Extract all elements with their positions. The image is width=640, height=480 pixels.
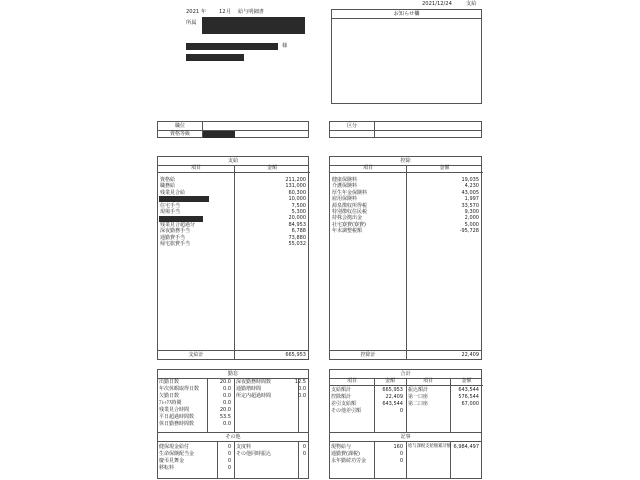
attendance-value: 0.0 xyxy=(298,386,306,392)
attendance-value: 0.0 xyxy=(223,400,231,406)
attendance-label: 出勤日数 xyxy=(159,379,180,385)
other-value: 0 xyxy=(302,444,306,450)
payment-label-redaction xyxy=(159,216,203,222)
deductions-title: 控除 xyxy=(330,157,481,166)
notes-label: 現物給与 xyxy=(331,444,352,450)
notes-label: 給与課税支給額累計額 xyxy=(408,444,451,449)
totals-label: 振込額計 xyxy=(408,387,429,393)
affiliation-redaction xyxy=(202,17,305,34)
other-value: 0 xyxy=(227,451,231,457)
attendance-title: 勤怠 xyxy=(158,370,308,379)
totals-label: 支給額計 xyxy=(331,387,352,393)
attendance-label: ﾌﾚｯｸｽ時間 xyxy=(159,400,182,406)
deductions-total-label: 控除計 xyxy=(360,352,376,358)
payment-amount: 55,032 xyxy=(288,241,306,247)
payment-amount: 5,300 xyxy=(291,209,306,215)
info-box xyxy=(157,121,309,138)
attendance-value: 53.5 xyxy=(219,414,231,420)
other-value: 0 xyxy=(227,465,231,471)
deduction-amount: 5,000 xyxy=(464,221,479,228)
position-label: 職位 xyxy=(174,123,185,129)
header-month-unit: 月 xyxy=(226,9,232,15)
header-month: 12 xyxy=(219,9,226,15)
totals-title: 合計 xyxy=(330,370,481,379)
deduction-amount: -95,728 xyxy=(459,228,479,235)
payment-amount: 60,300 xyxy=(288,189,306,196)
payments-col-item: 項目 xyxy=(158,165,234,173)
deduction-label: 介護保険料 xyxy=(332,183,358,190)
top-pay-type: 支給 xyxy=(466,1,477,7)
payment-amount: 10,000 xyxy=(288,196,306,203)
notes-value: 0 xyxy=(399,458,403,464)
payment-label: 残業見合給 xyxy=(160,189,186,196)
name-redaction-1 xyxy=(186,43,278,50)
totals-value: 67,000 xyxy=(461,401,479,407)
notes-value: 160 xyxy=(393,444,403,450)
notice-box xyxy=(331,9,482,104)
payment-amount: 20,000 xyxy=(288,215,306,222)
other-label: 支度料 xyxy=(236,444,252,450)
deductions-total-value: 22,409 xyxy=(461,352,479,358)
deduction-amount: 43,005 xyxy=(461,189,479,196)
totals-label: その他差引額 xyxy=(331,408,362,414)
payment-label: 通勤費手当 xyxy=(160,234,186,241)
payment-amount: 211,200 xyxy=(285,177,306,183)
grade-label: 資格等級 xyxy=(169,130,190,137)
deduction-amount: 1,997 xyxy=(464,196,479,203)
attendance-label: 残業見合時間 xyxy=(159,407,190,413)
attendance-value: 0.0 xyxy=(223,386,231,392)
attendance-value: 0.0 xyxy=(223,421,231,427)
totals-col-item-right: 項目 xyxy=(406,378,450,386)
totals-label: 差引支給額 xyxy=(331,401,357,407)
header-year: 2021 xyxy=(186,9,200,15)
notice-title: お知らせ欄 xyxy=(332,10,481,19)
other-title: その他 xyxy=(225,434,241,440)
deduction-amount: 33,570 xyxy=(461,202,479,209)
deduction-label: 持株会拠出金 xyxy=(332,215,363,222)
payment-label: 住宅手当 xyxy=(160,202,181,209)
payment-amount: 84,953 xyxy=(288,221,306,228)
totals-col-amount-right: 金額 xyxy=(450,378,483,386)
payment-label: 残業見合超過分 xyxy=(160,221,196,228)
totals-value: 643,544 xyxy=(382,401,403,407)
deductions-box xyxy=(329,156,482,360)
attendance-label: 年次休暇取得日数 xyxy=(159,386,200,392)
notes-value: 0 xyxy=(399,451,403,457)
other-label: 慶弔見舞金 xyxy=(159,458,185,464)
totals-value: 0 xyxy=(399,408,403,414)
other-label: 移転料 xyxy=(159,465,175,471)
attendance-value: 0.0 xyxy=(298,393,306,399)
payments-total-value: 665,953 xyxy=(285,352,306,358)
other-value: 0 xyxy=(302,451,306,457)
doc-title: 給与明細書 xyxy=(238,9,264,15)
totals-col-amount-left: 金額 xyxy=(374,378,406,386)
payment-amount: 131,000 xyxy=(285,183,306,190)
attendance-value: 20.0 xyxy=(219,379,231,385)
attendance-label: 休日勤務時間数 xyxy=(159,421,195,427)
deduction-amount: 9,300 xyxy=(464,209,479,215)
totals-label: 控除額計 xyxy=(331,394,352,400)
totals-value: 665,953 xyxy=(382,387,403,393)
category-label: 区分 xyxy=(346,123,357,129)
attendance-box xyxy=(157,369,309,479)
payment-label: 現場手当 xyxy=(160,209,181,215)
other-value: 0 xyxy=(227,444,231,450)
attendance-value: 0.0 xyxy=(223,393,231,399)
payments-total-label: 支給計 xyxy=(188,352,204,358)
payment-amount: 73,880 xyxy=(288,234,306,241)
affiliation-label: 所属 xyxy=(186,20,197,26)
deduction-label: 年末調整税額 xyxy=(332,228,363,235)
deduction-label: 雇用保険料 xyxy=(332,196,358,203)
attendance-label: 所定内超過時間 xyxy=(236,393,272,399)
attendance-value: 20.0 xyxy=(219,407,231,413)
attendance-label: 平日超過時間数 xyxy=(159,414,195,420)
payment-amount: 7,500 xyxy=(291,202,306,209)
attendance-label: 深夜勤務時間数 xyxy=(236,379,272,385)
totals-value: 643,544 xyxy=(458,387,479,393)
payments-title: 支給 xyxy=(158,157,308,166)
deduction-amount: 19,035 xyxy=(461,177,479,183)
payment-label: 深夜勤務手当 xyxy=(160,228,191,235)
deductions-col-item: 項目 xyxy=(330,165,406,173)
other-label: その他同時振込 xyxy=(236,451,272,457)
notes-label: 通勤費(課税) xyxy=(331,451,360,457)
deduction-label: 健康保険料 xyxy=(332,177,358,183)
payment-label-redaction xyxy=(159,196,209,202)
other-label: 生命保険配当金 xyxy=(159,451,195,457)
payment-amount: 6,788 xyxy=(291,228,306,235)
top-date: 2021/12/24 xyxy=(422,1,452,7)
totals-col-item-left: 項目 xyxy=(330,378,374,386)
attendance-label: 欠勤日数 xyxy=(159,393,180,399)
payment-label: 帰宅旅費手当 xyxy=(160,241,191,247)
header-year-unit: 年 xyxy=(201,9,207,15)
deduction-label: 源泉徴収所得税 xyxy=(332,202,368,209)
deduction-amount: 4,230 xyxy=(464,183,479,190)
grade-redaction xyxy=(203,131,235,138)
notes-label: 永年勤続功労金 xyxy=(331,458,367,464)
deduction-label: 社宅寮費(寮費) xyxy=(332,221,366,228)
totals-box xyxy=(329,369,482,479)
notes-title: 記事 xyxy=(400,434,411,440)
name-redaction-2 xyxy=(186,54,244,61)
payment-label: 職務給 xyxy=(160,183,176,190)
payments-box xyxy=(157,156,309,360)
deductions-col-amount: 金額 xyxy=(406,165,483,173)
other-label: 健保現金給付 xyxy=(159,444,190,450)
deduction-amount: 2,000 xyxy=(464,215,479,222)
notes-value: 6,984,497 xyxy=(453,444,479,450)
other-value: 0 xyxy=(227,458,231,464)
name-honorific: 様 xyxy=(282,43,288,49)
totals-value: 22,409 xyxy=(385,394,403,400)
deduction-label: 特別徴収住民税 xyxy=(332,209,368,215)
deduction-label: 厚生年金保険料 xyxy=(332,189,368,196)
attendance-label: 通勤増時間 xyxy=(236,386,262,392)
totals-value: 576,544 xyxy=(458,394,479,400)
totals-label: 第一口座 xyxy=(408,394,429,400)
totals-label: 第二口座 xyxy=(408,401,429,407)
category-box xyxy=(329,121,482,138)
payment-label: 資格給 xyxy=(160,177,176,183)
attendance-value: 12.5 xyxy=(294,379,306,385)
payments-col-amount: 金額 xyxy=(234,165,310,173)
